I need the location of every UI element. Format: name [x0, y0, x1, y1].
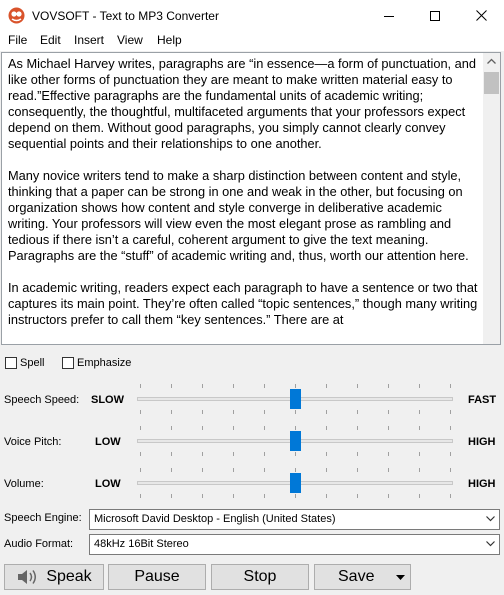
slider-tick [233, 452, 234, 456]
minimize-icon [384, 11, 394, 21]
slider-tick [202, 410, 203, 414]
slider-tick [450, 384, 451, 388]
slider-tick [140, 384, 141, 388]
slider-tick [233, 410, 234, 414]
slider-tick [326, 426, 327, 430]
window-title: VOVSOFT - Text to MP3 Converter [32, 9, 219, 23]
title-bar[interactable] [0, 0, 504, 31]
slider-tick [419, 494, 420, 498]
slider-tick [419, 468, 420, 472]
stop-label: Stop [243, 568, 277, 585]
slider-tick [450, 494, 451, 498]
menu-bar [0, 31, 504, 51]
emphasize-label: Emphasize [77, 357, 132, 369]
slider-tick [295, 410, 296, 414]
engine-select[interactable] [89, 509, 500, 530]
volume-max-label: HIGH [468, 478, 496, 490]
slider-tick [140, 410, 141, 414]
spell-checkbox[interactable] [5, 357, 17, 369]
dropdown-arrow-icon [396, 575, 405, 580]
slider-tick [140, 426, 141, 430]
slider-tick [202, 494, 203, 498]
slider-tick [326, 452, 327, 456]
slider-tick [140, 468, 141, 472]
slider-tick [388, 410, 389, 414]
menu-edit[interactable]: Edit [40, 33, 61, 47]
menu-file[interactable]: File [8, 33, 28, 47]
speaker-icon [16, 569, 38, 585]
menu-insert[interactable]: Insert [74, 33, 105, 47]
slider-tick [357, 384, 358, 388]
slider-tick [357, 468, 358, 472]
format-select[interactable] [89, 534, 500, 555]
save-label: Save [338, 568, 375, 585]
engine-value: Microsoft David Desktop - English (United States) [94, 513, 336, 525]
slider-tick [388, 452, 389, 456]
slider-tick [171, 494, 172, 498]
engine-label: Speech Engine: [4, 512, 82, 524]
pause-label: Pause [134, 568, 180, 585]
slider-tick [264, 452, 265, 456]
slider-tick [202, 426, 203, 430]
slider-tick [295, 468, 296, 472]
speak-label: Speak [46, 568, 92, 585]
text-paragraph: In academic writing, readers expect each paragraph to have a sentence or two that captures its main point. They’re often called “topic sentences,” though many writing instructors prefer to call them “key sentences.” There are at [8, 280, 478, 327]
slider-tick [295, 426, 296, 430]
slider-tick [171, 468, 172, 472]
slider-tick [264, 426, 265, 430]
text-paragraph: As Michael Harvey writes, paragraphs are “in essence—a form of punctuation, and like other forms of punctuation they are meant to make written material easy to read.”Effective paragraphs are the fundamental units of academic writing; consequently, the thoughtful, multifaceted arguments that your professors expect depend on them. Without good paragraphs, you simply cannot clearly convey sequential points and their relationships to one another. [8, 56, 477, 151]
speed-min-label: SLOW [91, 394, 124, 406]
slider-tick [357, 426, 358, 430]
vertical-scrollbar[interactable] [483, 53, 500, 344]
slider-tick [419, 426, 420, 430]
maximize-button[interactable] [412, 0, 458, 31]
slider-tick [450, 452, 451, 456]
slider-tick [233, 494, 234, 498]
slider-tick [171, 426, 172, 430]
app-icon [8, 7, 25, 24]
volume-min-label: LOW [95, 478, 121, 490]
minimize-button[interactable] [366, 0, 412, 31]
slider-tick [202, 384, 203, 388]
slider-tick [295, 494, 296, 498]
emphasize-checkbox[interactable] [62, 357, 74, 369]
spell-label: Spell [20, 357, 45, 369]
slider-tick [295, 384, 296, 388]
menu-view[interactable]: View [117, 33, 143, 47]
slider-tick [171, 452, 172, 456]
speed-max-label: FAST [468, 394, 497, 406]
slider-tick [233, 468, 234, 472]
speak-button[interactable] [4, 564, 104, 590]
slider-tick [171, 410, 172, 414]
slider-tick [264, 494, 265, 498]
slider-tick [233, 384, 234, 388]
format-value: 48kHz 16Bit Stereo [94, 538, 189, 550]
text-content [8, 56, 482, 344]
slider-tick [357, 452, 358, 456]
slider-tick [450, 426, 451, 430]
slider-tick [419, 410, 420, 414]
slider-tick [388, 468, 389, 472]
slider-tick [326, 410, 327, 414]
menu-help[interactable]: Help [157, 33, 182, 47]
slider-tick [388, 426, 389, 430]
slider-tick [388, 384, 389, 388]
pitch-min-label: LOW [95, 436, 121, 448]
pause-button[interactable] [108, 564, 206, 590]
chevron-down-icon [486, 516, 495, 522]
slider-tick [357, 410, 358, 414]
save-button[interactable] [314, 564, 411, 590]
pitch-max-label: HIGH [468, 436, 496, 448]
close-icon [476, 10, 487, 21]
close-button[interactable] [458, 0, 504, 31]
slider-tick [202, 468, 203, 472]
slider-tick [233, 426, 234, 430]
slider-tick [264, 468, 265, 472]
slider-tick [419, 384, 420, 388]
text-paragraph: Many novice writers tend to make a sharp distinction between content and style, thinking that a paper can be strong in one and weak in the other, but focusing on organization shows how content and style converge in deliberative academic writing. Your professors will view even the most elegant prose as rambling and tedious if there isn’t a careful, coherent argument to give the text meaning. Paragraphs are the “stuff” of academic writing and, thus, worth our attention here. [8, 168, 469, 263]
speed-label: Speech Speed: [4, 394, 80, 406]
pitch-label: Voice Pitch: [4, 436, 62, 448]
speed-slider-thumb[interactable] [290, 389, 301, 409]
slider-tick [419, 452, 420, 456]
slider-tick [326, 384, 327, 388]
slider-tick [202, 452, 203, 456]
slider-tick [326, 468, 327, 472]
volume-label: Volume: [4, 478, 44, 490]
chevron-down-icon [486, 541, 495, 547]
slider-tick [357, 494, 358, 498]
slider-tick [140, 494, 141, 498]
slider-tick [326, 494, 327, 498]
slider-tick [295, 452, 296, 456]
pitch-slider-thumb[interactable] [290, 431, 301, 451]
format-label: Audio Format: [4, 538, 74, 550]
slider-tick [140, 452, 141, 456]
volume-slider-thumb[interactable] [290, 473, 301, 493]
slider-tick [171, 384, 172, 388]
stop-button[interactable] [211, 564, 309, 590]
chevron-up-icon [483, 53, 500, 70]
slider-tick [264, 384, 265, 388]
text-editor[interactable] [1, 52, 501, 345]
scroll-thumb[interactable] [484, 72, 499, 94]
slider-tick [450, 468, 451, 472]
slider-tick [388, 494, 389, 498]
slider-tick [264, 410, 265, 414]
slider-tick [450, 410, 451, 414]
scroll-up-button[interactable] [483, 53, 500, 70]
maximize-icon [430, 11, 440, 21]
